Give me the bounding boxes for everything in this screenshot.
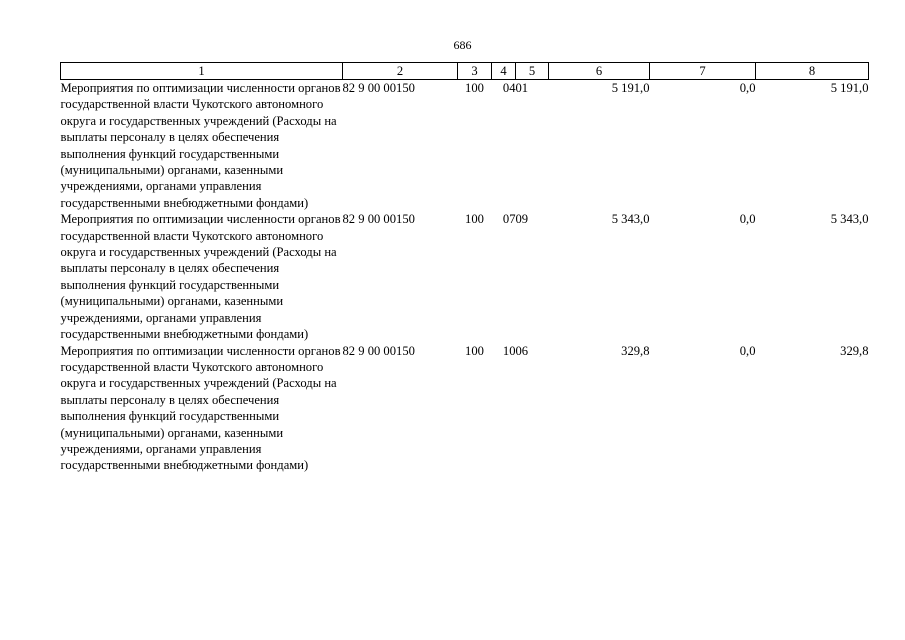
row-section: 07: [502, 212, 516, 227]
header-row: [61, 63, 869, 80]
description-text: Мероприятия по оптимизации численности органов государственной власти Чукотского автономного округа и государственных учреждений (Расходы на выплаты персоналу в целях обеспечения выполнения функций государственными (муниципальными) органами, казенными учреждениями, органами управления государственными внебюджетными фондами): [60, 81, 341, 210]
column-header-6: 6: [549, 63, 650, 80]
column-header-2: 2: [343, 63, 458, 80]
row-subsection: 09: [515, 212, 529, 227]
row-amount-col8: 5 191,0: [830, 81, 869, 95]
description-text: Мероприятия по оптимизации численности органов государственной власти Чукотского автономного округа и государственных учреждений (Расходы на выплаты персоналу в целях обеспечения выполнения функций государственными (муниципальными) органами, казенными учреждениями, органами управления государственными внебюджетными фондами): [60, 343, 341, 473]
row-amount-col6: 5 343,0: [611, 212, 650, 227]
table-row: [61, 80, 869, 212]
row-amount-col8: 5 343,0: [830, 212, 869, 227]
row-expense-type: 100: [465, 81, 484, 95]
table-row: [61, 343, 869, 474]
row-section: 10: [502, 343, 516, 358]
table-body: [61, 80, 869, 474]
row-section: 04: [502, 81, 516, 95]
row-expense-type: 100: [465, 212, 484, 227]
row-target-code: 82 9 00 00150: [342, 343, 415, 358]
table-header: [61, 63, 869, 80]
row-amount-col7: 0,0: [739, 81, 756, 95]
column-header-7: 7: [650, 63, 756, 80]
column-header-1: 1: [61, 63, 343, 80]
budget-table: [60, 62, 869, 474]
row-amount-col7: 0,0: [739, 212, 756, 227]
row-subsection: 01: [515, 81, 529, 95]
row-amount-col6: 329,8: [621, 343, 650, 358]
description-text: Мероприятия по оптимизации численности органов государственной власти Чукотского автономного округа и государственных учреждений (Расходы на выплаты персоналу в целях обеспечения выполнения функций государственными (муниципальными) органами, казенными учреждениями, органами управления государственными внебюджетными фондами): [60, 212, 341, 342]
table-row: [61, 211, 869, 342]
row-amount-col6: 5 191,0: [611, 81, 650, 95]
row-description: [61, 211, 343, 342]
column-header-4: 4: [492, 63, 516, 80]
row-amount-col7: 0,0: [739, 343, 756, 358]
row-description: [61, 343, 343, 474]
row-target-code: 82 9 00 00150: [342, 212, 415, 227]
column-header-3: 3: [458, 63, 492, 80]
row-amount-col8: 329,8: [840, 343, 869, 358]
row-subsection: 06: [515, 343, 529, 358]
row-description: [61, 80, 343, 212]
page-number: 686: [453, 38, 472, 52]
column-header-5: 5: [516, 63, 549, 80]
column-header-8: 8: [756, 63, 869, 80]
row-target-code: 82 9 00 00150: [342, 81, 415, 95]
row-expense-type: 100: [465, 343, 484, 358]
